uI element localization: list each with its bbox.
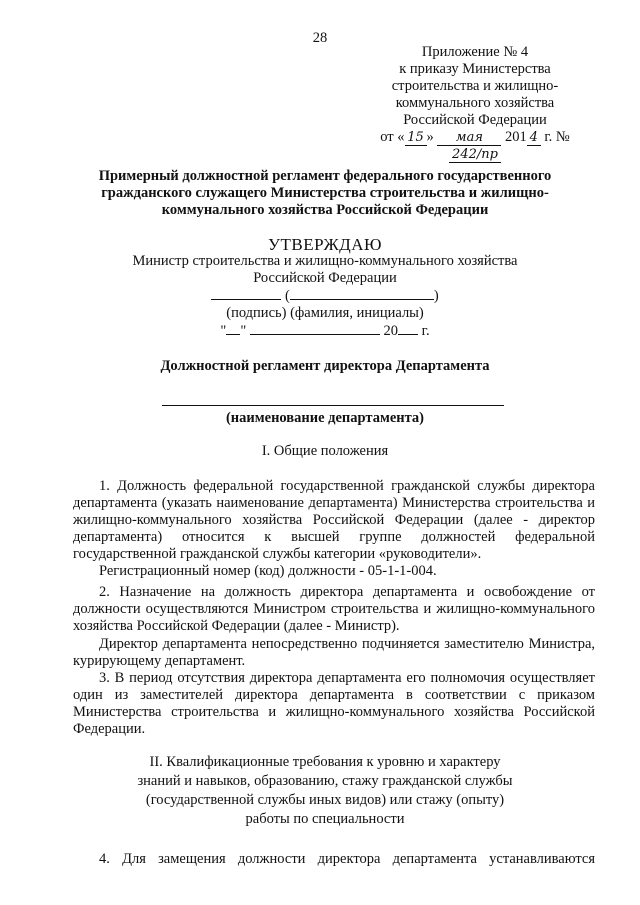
paragraph-text: Директор департамента непосредственно подчиняется заместителю Министра, курирующему департамент.	[73, 636, 595, 669]
section-2-line: работы по специальности	[245, 811, 405, 827]
section-2-line: (государственной службы иных видов) или стажу (опыту)	[145, 792, 505, 808]
paragraph-text: 3. В период отсутствия директора департамента его полномочия осуществляет один из заместителей директора департамента в соответствии с приказом Министерства строительства и жилищно-коммунального хозяйства Российской Федерации.	[73, 670, 595, 737]
date-prefix: от «	[380, 129, 405, 145]
paragraph-reg-number	[73, 563, 595, 580]
date-quote: "	[240, 323, 247, 339]
date-month: мая	[437, 131, 501, 146]
section-1-title: I. Общие положения	[261, 443, 389, 459]
date-quote: "	[220, 323, 227, 339]
paragraph-text: 1. Должность федеральной государственной гражданской службы директора департамента (указать наименование департамента) Министерства строительства и жилищно-коммунального хозяйства Российской Федерации (далее - директор департамента) относится к высшей группе должностей федеральной государственной гражданской службы категории «руководители».	[73, 478, 595, 562]
date-year-digit: 4	[527, 131, 541, 146]
approve-line: Министр строительства и жилищно-коммунального хозяйства	[132, 253, 518, 269]
signature-line	[80, 287, 570, 305]
paragraph-2	[73, 584, 595, 635]
date-year-prefix: 201	[501, 129, 527, 145]
appendix-block	[360, 44, 590, 163]
title-line: Примерный должностной регламент федерального государственного	[98, 168, 552, 184]
paragraph-3	[73, 670, 595, 738]
date-mid: »	[426, 129, 438, 145]
paragraph-subordination	[73, 636, 595, 670]
document-title	[60, 168, 590, 219]
signature-blank	[211, 287, 281, 300]
date-num-prefix: г. №	[540, 129, 570, 145]
paragraph-4: 4. Для замещения должности директора департамента устанавливаются	[99, 851, 595, 867]
paragraph-1	[73, 478, 595, 563]
appendix-line: строительства и жилищно-	[391, 78, 559, 94]
appendix-line: коммунального хозяйства	[395, 95, 555, 111]
date-day: 15	[405, 131, 427, 146]
section-2-title	[60, 753, 590, 829]
title-line: коммунального хозяйства Российской Федерации	[161, 202, 489, 218]
page-number: 28	[312, 30, 328, 46]
paragraph-text: 2. Назначение на должность директора департамента и освобождение от должности осуществляются Министром строительства и жилищно-коммунального хозяйства Российской Федерации (далее - Министр).	[73, 584, 595, 634]
section-2-line: II. Квалификационные требования к уровню и характеру	[149, 754, 501, 770]
appendix-line: к приказу Министерства	[399, 61, 551, 77]
department-caption: (наименование департамента)	[225, 410, 425, 426]
day-blank	[226, 322, 240, 335]
paren-open: (	[281, 288, 290, 304]
signature-caption: (подпись) (фамилия, инициалы)	[226, 305, 424, 321]
order-number: 242/пр	[449, 148, 501, 163]
department-blank-line	[162, 405, 504, 406]
approval-block	[80, 236, 570, 340]
section-2-line: знаний и навыков, образованию, стажу гражданской службы	[137, 773, 513, 789]
appendix-line: Российской Федерации	[403, 112, 547, 128]
paren-close: )	[433, 288, 439, 304]
appendix-date-line	[360, 129, 590, 163]
approve-date-line	[80, 322, 570, 340]
month-blank	[250, 322, 380, 335]
appendix-line: Приложение № 4	[421, 44, 529, 60]
paragraph-text: Регистрационный номер (код) должности - 05-1-1-004.	[99, 563, 437, 579]
year-blank	[398, 322, 418, 335]
regulation-title: Должностной регламент директора Департамента	[160, 358, 490, 374]
approve-heading: УТВЕРЖДАЮ	[267, 235, 383, 254]
date-year: 20	[379, 323, 399, 339]
title-line: гражданского служащего Министерства строительства и жилищно-	[101, 185, 549, 201]
date-suffix: г.	[418, 323, 430, 339]
approve-line: Российской Федерации	[253, 270, 397, 286]
name-blank	[290, 287, 434, 300]
